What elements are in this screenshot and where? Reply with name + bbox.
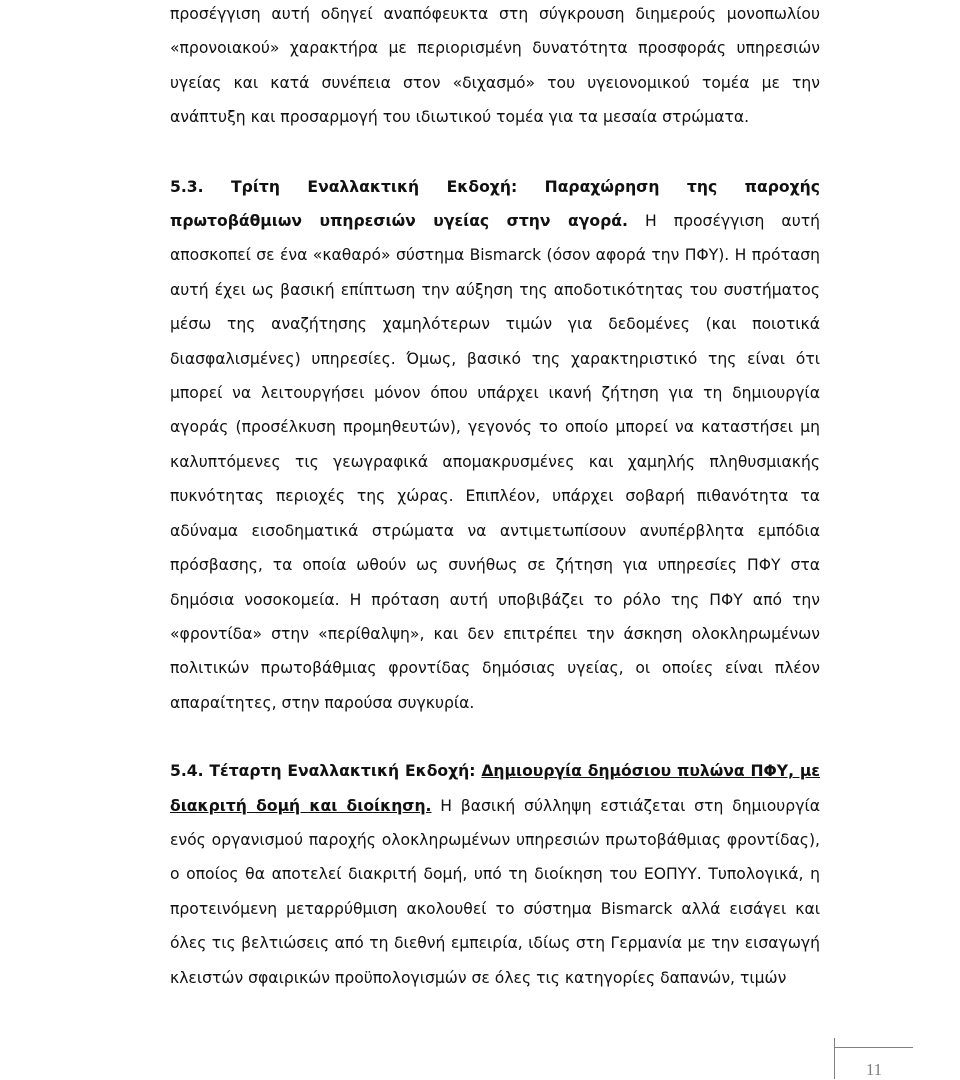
section-5-4	[170, 754, 820, 995]
section-5-4-heading-underlined: Δημιουργία δημόσιου πυλώνα ΠΦΥ, με διακριτή δομή και διοίκηση.	[170, 762, 820, 815]
section-5-3-heading: 5.3. Τρίτη Εναλλακτική Εκδοχή: Παραχώρηση της παροχής πρωτοβάθμιων υπηρεσιών υγείας στην αγορά.	[170, 177, 820, 231]
page-number-corner-line	[834, 1038, 835, 1048]
section-5-3-body: Η προσέγγιση αυτή αποσκοπεί σε ένα «καθαρό» σύστημα Bismarck (όσον αφορά την ΠΦΥ). Η πρόταση αυτή έχει ως βασική επίπτωση την αύξηση της αποδοτικότητας του συστήματος μέσω της αναζήτησης χαμηλότερων τιμών για δεδομένες (και ποιοτικά διασφαλισμένες) υπηρεσίες. Όμως, βασικό της χαρακτηριστικό της είναι ότι μπορεί να λειτουργήσει μόνον όπου υπάρχει ικανή ζήτηση για τη δημιουργία αγοράς (προσέλκυση προμηθευτών), γεγονός το οποίο μπορεί να καταστήσει μη καλυπτόμενες τις γεωγραφικά απομακρυσμένες και χαμηλής πληθυσμιακής πυκνότητας περιοχές της χώρας. Επιπλέον, υπάρχει σοβαρή πιθανότητα τα αδύναμα εισοδηματικά στρώματα να αντιμετωπίσουν ανυπέρβλητα εμπόδια πρόσβασης, τα οποία ωθούν ως συνήθως σε ζήτηση για υπηρεσίες ΠΦΥ στα δημόσια νοσοκομεία. Η πρόταση αυτή υποβιβάζει το ρόλο της ΠΦΥ από την «φροντίδα» στην «περίθαλψη», και δεν επιτρέπει την άσκηση ολοκληρωμένων πολιτικών πρωτοβάθμιας φροντίδας δημόσιας υγείας, οι οποίες είναι πλέον απαραίτητες, στην παρούσα συγκυρία.	[170, 212, 821, 712]
paragraph-spacer	[170, 720, 820, 754]
paragraph-intro: προσέγγιση αυτή οδηγεί αναπόφευκτα στη σύγκρουση διημερούς μονοπωλίου «προνοιακού» χαρακτήρα με περιορισμένη δυνατότητα προσφοράς υπηρεσιών υγείας και κατά συνέπεια στον «διχασμό» του υγειονομικού τομέα με την ανάπτυξη και προσαρμογή του ιδιωτικού τομέα για τα μεσαία στρώματα.	[170, 5, 820, 127]
page-number: 11	[865, 1060, 883, 1079]
page-number-box	[834, 1047, 913, 1079]
paragraph-spacer	[170, 135, 820, 170]
section-5-4-heading-prefix: 5.4. Τέταρτη Εναλλακτική Εκδοχή:	[170, 762, 482, 781]
document-page	[170, 0, 820, 995]
section-5-3	[170, 170, 820, 721]
section-5-4-body: Η βασική σύλληψη εστιάζεται στη δημιουργία ενός οργανισμού παροχής ολοκληρωμένων υπηρεσιών πρωτοβάθμιας φροντίδας), ο οποίος θα αποτελεί διακριτή δομή, υπό τη διοίκηση του ΕΟΠΥΥ. Τυπολογικά, η προτεινόμενη μεταρρύθμιση ακολουθεί το σύστημα Bismarck αλλά εισάγει και όλες τις βελτιώσεις από τη διεθνή εμπειρία, ιδίως στη Γερμανία με την εισαγωγή κλειστών σφαιρικών προϋπολογισμών σε όλες τις κατηγορίες δαπανών, τιμών	[170, 796, 820, 987]
